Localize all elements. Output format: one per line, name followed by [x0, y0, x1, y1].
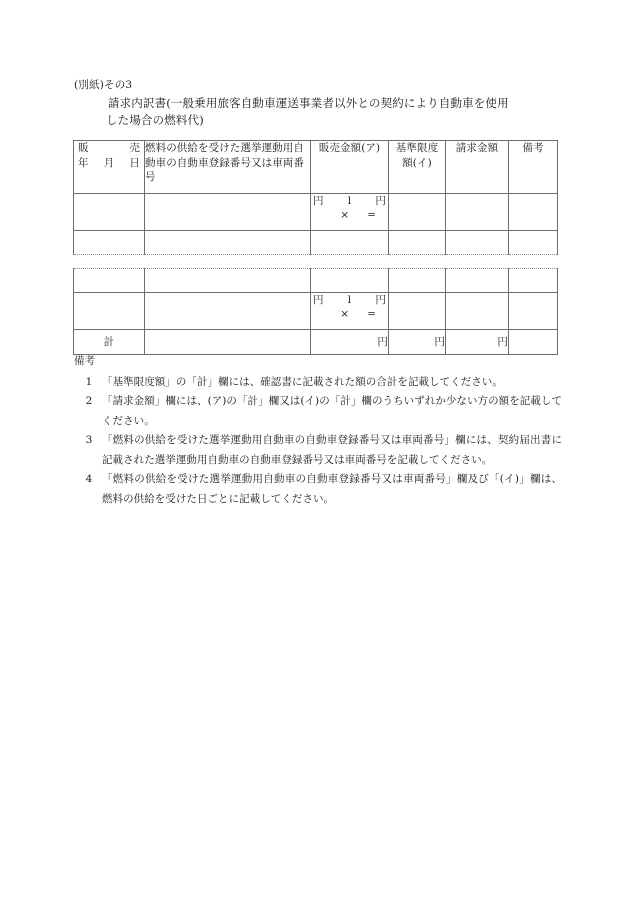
total-limit-amount[interactable]: 円 [389, 330, 446, 355]
note-number: 4 [85, 473, 93, 485]
document-title [74, 95, 560, 129]
note-text: 「燃料の供給を受けた選挙運動用自動車の自動車登録番号又は車両番号」欄及び「(イ)」欄は、燃料の供給を受けた日ごとに記載してください。 [102, 473, 562, 505]
fuel-cost-table-continued [73, 268, 558, 355]
header-sale-date-year: 年 [78, 157, 89, 169]
total-sales-amount[interactable]: 円 [311, 330, 389, 355]
cell-sales-amount[interactable] [311, 194, 389, 231]
cell-remarks[interactable] [509, 231, 558, 255]
note-text: 「基準限度額」の「計」欄には、確認書に記載された額の合計を記載してください。 [102, 375, 503, 388]
note-text: 「燃料の供給を受けた選挙運動用自動車の自動車登録番号又は車両番号」欄には、契約届出書に記載された選挙運動用自動車の自動車登録番号又は車両番号を記載してください。 [102, 434, 562, 466]
cell-vehicle-number[interactable] [145, 194, 311, 231]
cell-sale-date[interactable] [74, 293, 145, 330]
operator-multiply: × [340, 308, 350, 320]
unit-liter: l [347, 294, 352, 306]
cell-limit-amount[interactable] [389, 269, 446, 293]
cell-limit-amount[interactable] [389, 231, 446, 255]
header-sale-date [74, 141, 145, 194]
header-sale-date-sell: 販 [78, 142, 89, 154]
unit-yen-right: 円 [375, 294, 386, 306]
header-limit-amount [389, 141, 446, 194]
table-row[interactable] [74, 269, 558, 293]
header-claim-amount: 請求金額 [446, 141, 509, 194]
total-label: 計 [74, 330, 145, 355]
cell-claim-amount[interactable] [446, 269, 509, 293]
total-remarks[interactable] [509, 330, 558, 355]
note-number: 2 [85, 395, 93, 407]
cell-vehicle-number[interactable] [145, 231, 311, 255]
note-number: 1 [85, 375, 93, 388]
cell-sale-date[interactable] [74, 231, 145, 255]
note-text: 「請求金額」欄には、(ア)の「計」欄又は(イ)の「計」欄のうちいずれか少ない方の額を記載してください。 [102, 395, 562, 427]
unit-liter: l [347, 195, 352, 207]
document-title-line2: した場合の燃料代) [106, 113, 204, 127]
operator-equals: = [367, 209, 376, 221]
notes-section [74, 352, 562, 509]
header-sale-date-day: 日 [129, 157, 140, 169]
cell-limit-amount[interactable] [389, 194, 446, 231]
unit-yen-left: 円 [313, 294, 324, 306]
table-row[interactable] [74, 231, 558, 255]
cell-remarks[interactable] [509, 194, 558, 231]
cell-claim-amount[interactable] [446, 231, 509, 255]
header-sale-date-month: 月 [103, 157, 115, 169]
unit-yen-left: 円 [313, 195, 324, 207]
fuel-cost-table [73, 140, 558, 255]
operator-multiply: × [340, 209, 350, 221]
cell-limit-amount[interactable] [389, 293, 446, 330]
cell-sales-amount[interactable] [311, 293, 389, 330]
document-heading [74, 78, 560, 129]
cell-sale-date[interactable] [74, 269, 145, 293]
table-total-row [74, 330, 558, 355]
cell-sales-amount[interactable] [311, 269, 389, 293]
note-item [74, 392, 562, 431]
header-remarks: 備考 [509, 141, 558, 194]
total-claim-amount[interactable]: 円 [446, 330, 509, 355]
unit-yen-right: 円 [375, 195, 386, 207]
operator-equals: = [367, 308, 376, 320]
note-item [74, 373, 562, 393]
table-row[interactable] [74, 293, 558, 330]
cell-claim-amount[interactable] [446, 293, 509, 330]
cell-remarks[interactable] [509, 269, 558, 293]
cell-remarks[interactable] [509, 293, 558, 330]
header-limit-amount-line2: 額(イ) [402, 156, 432, 169]
document-title-line1: 請求内訳書(一般乗用旅客自動車運送事業者以外との契約により自動車を使用 [108, 96, 509, 110]
header-sale-date-sale: 売 [129, 142, 140, 154]
document-label: (別紙)その3 [74, 79, 133, 91]
cell-claim-amount[interactable] [446, 194, 509, 231]
note-item [74, 431, 562, 470]
note-number: 3 [85, 434, 93, 446]
header-limit-amount-line1: 基準限度 [395, 142, 439, 154]
cell-vehicle-number[interactable] [145, 269, 311, 293]
cell-vehicle-number[interactable] [145, 293, 311, 330]
table-header-row [74, 141, 558, 194]
notes-title: 備考 [74, 355, 96, 367]
total-vehicle-blank [145, 330, 311, 355]
cell-sale-date[interactable] [74, 194, 145, 231]
cell-sales-amount[interactable] [311, 231, 389, 255]
table-row[interactable] [74, 194, 558, 231]
header-vehicle-number: 燃料の供給を受けた選挙運動用自動車の自動車登録番号又は車両番号 [145, 141, 311, 194]
header-sales-amount: 販売金額(ア) [311, 141, 389, 194]
note-item [74, 470, 562, 509]
